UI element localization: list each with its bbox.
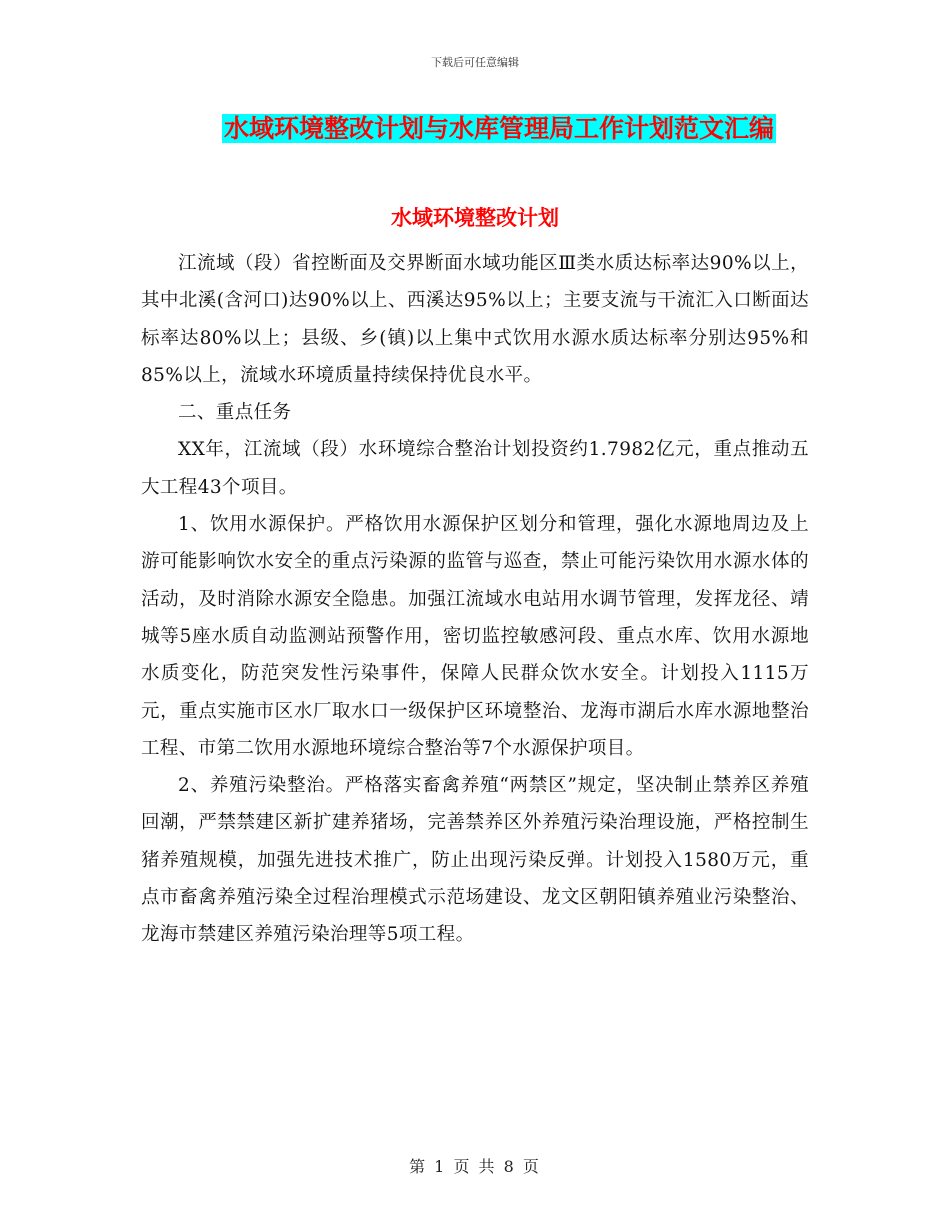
document-title-text: 水域环境整改计划与水库管理局工作计划范文汇编 — [223, 114, 774, 143]
document-title — [0, 112, 950, 146]
paragraph: 江流域（段）省控断面及交界断面水域功能区Ⅲ类水质达标率达90%以上，其中北溪(含河口)达90%以上、西溪达95%以上；主要支流与干流汇入口断面达标率达80%以上；县级、乡(镇)以上集中式饮用水源水质达标率分别达95%和85%以上，流域水环境质量持续保持优良水平。 — [141, 253, 809, 386]
section-title: 水域环境整改计划 — [391, 205, 559, 230]
header-note: 下载后可任意编辑 — [431, 56, 519, 69]
paragraph: XX年，江流域（段）水环境综合整治计划投资约1.7982亿元，重点推动五大工程43个项目。 — [141, 439, 809, 498]
document-body — [141, 245, 809, 954]
paragraph: 2、养殖污染整治。严格落实畜禽养殖“两禁区”规定，坚决制止禁养区养殖回潮，严禁禁建区新扩建养猪场，完善禁养区外养殖污染治理设施，严格控制生猪养殖规模，加强先进技术推广，防止出现污染反弹。计划投入1580万元，重点市畜禽养殖污染全过程治理模式示范场建设、龙文区朝阳镇养殖业污染整治、龙海市禁建区养殖污染治理等5项工程。 — [141, 775, 809, 946]
paragraph: 二、重点任务 — [178, 402, 292, 424]
page-footer: 第 1 页 共 8 页 — [409, 1157, 541, 1176]
paragraph: 1、饮用水源保护。严格饮用水源保护区划分和管理，强化水源地周边及上游可能影响饮水安全的重点污染源的监管与巡查，禁止可能污染饮用水源水体的活动，及时消除水源安全隐患。加强江流域水电站用水调节管理，发挥龙径、靖城等5座水质自动监测站预警作用，密切监控敏感河段、重点水库、饮用水源地水质变化，防范突发性污染事件，保障人民群众饮水安全。计划投入1115万元，重点实施市区水厂取水口一级保护区环境整治、龙海市湖后水库水源地整治工程、市第二饮用水源地环境综合整治等7个水源保护项目。 — [141, 514, 809, 759]
